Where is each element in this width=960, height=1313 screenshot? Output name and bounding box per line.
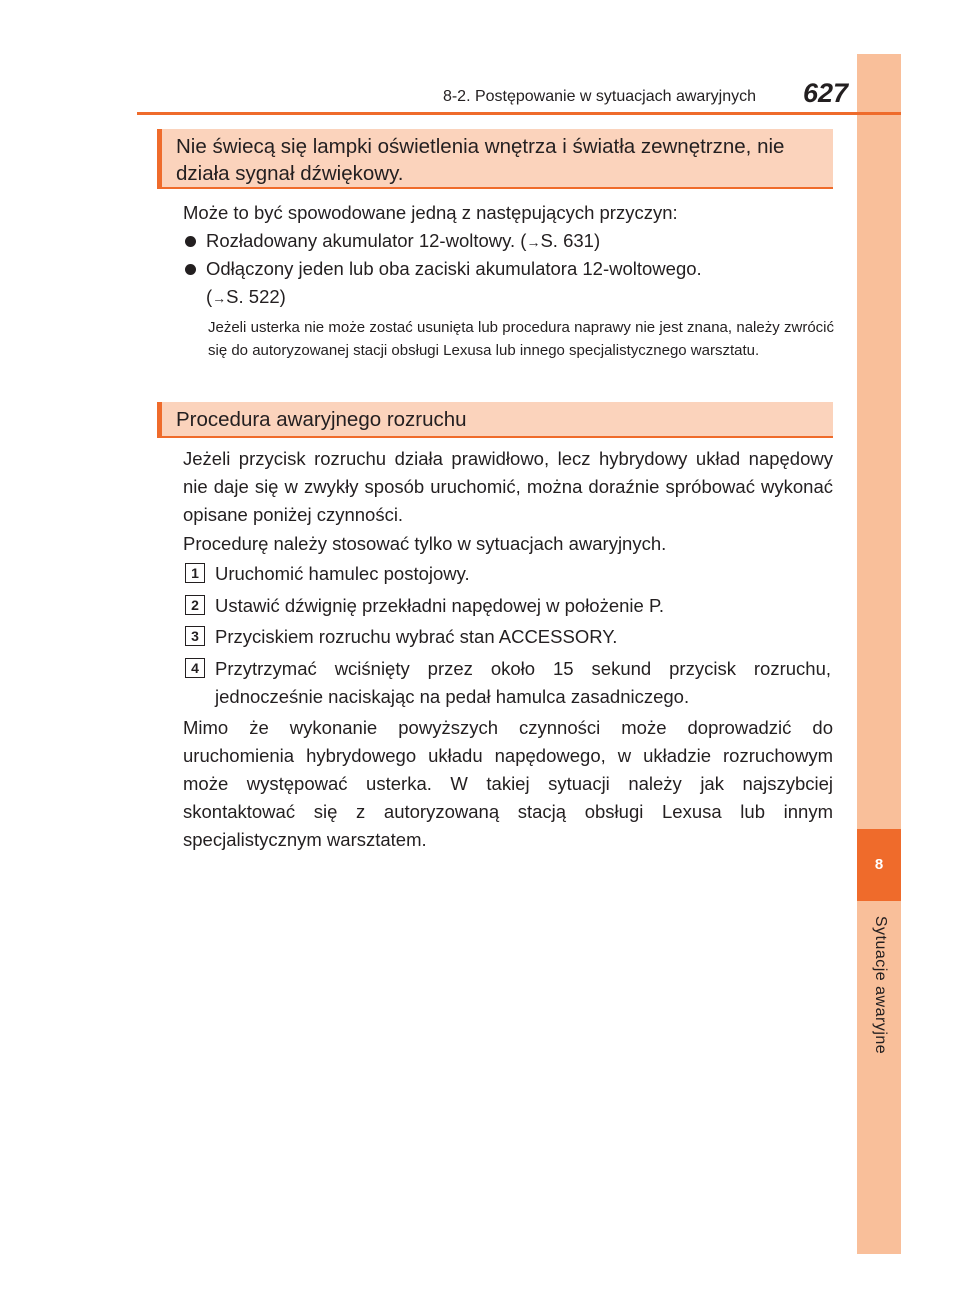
step-number-badge: 4 [185, 658, 205, 678]
arrow-icon: → [526, 234, 541, 250]
step-number-badge: 3 [185, 626, 205, 646]
step-number-badge: 2 [185, 595, 205, 615]
page-reference-link[interactable]: S. 522) [226, 286, 286, 307]
section-title-emergency-start: Procedura awaryjnego rozruchu [157, 402, 833, 438]
page-header [360, 78, 848, 114]
procedure-warning: Mimo że wykonanie powyższych czynności może doprowadzić do uruchomienia hybrydowego układu napędowego, w układzie rozruchowym może występować usterka. W takiej sytuacji należy jak najszybciej skontaktować się z autoryzowaną stacją obsługi Lexusa lub innym specjalistycznym warsztatem. [183, 717, 833, 850]
page-number: 627 [802, 78, 848, 108]
bullet-item: Odłączony jeden lub oba zaciski akumulatora 12-woltowego. (→S. 522) [183, 255, 833, 311]
procedure-intro-emergency-only: Procedurę należy stosować tylko w sytuacjach awaryjnych. [183, 533, 667, 554]
chapter-number-tab[interactable]: 8 [857, 829, 901, 901]
bullet-icon [185, 264, 196, 275]
page-reference-link[interactable]: S. 631) [540, 230, 601, 251]
bullet-icon [185, 236, 196, 247]
step-text: Ustawić dźwignię przekładni napędowej w położenie P. [215, 595, 665, 616]
arrow-icon: → [212, 290, 227, 306]
step-text: Przytrzymać wciśnięty przez około 15 sekund przycisk rozruchu, jednocześnie naciskając na pedał hamulca zasadniczego. [215, 658, 831, 707]
step-number-badge: 1 [185, 563, 205, 583]
chapter-label: Sytuacje awaryjne [872, 915, 889, 1055]
header-section-title: 8-2. Postępowanie w sytuacjach awaryjnych [442, 88, 756, 105]
header-rule [137, 112, 901, 115]
section-title-lights: Nie świecą się lampki oświetlenia wnętrza i światła zewnętrzne, nie działa sygnał dźwiękowy. [157, 129, 833, 189]
bullet-text: Odłączony jeden lub oba zaciski akumulatora 12-woltowego. [206, 258, 702, 279]
side-tab [857, 54, 901, 1254]
service-note: Jeżeli usterka nie może zostać usunięta lub procedura naprawy nie jest znana, należy zwrócić się do autoryzowanej stacji obsługi Lexusa lub innego specjalistycznego warsztatu. [208, 319, 834, 359]
step-text: Przyciskiem rozruchu wybrać stan ACCESSORY. [215, 626, 618, 647]
bullet-text: Rozładowany akumulator 12-woltowy. ( [206, 230, 527, 251]
causes-intro: Może to być spowodowane jedną z następujących przyczyn: [183, 202, 678, 223]
procedure-intro: Jeżeli przycisk rozruchu działa prawidłowo, lecz hybrydowy układ napędowy nie daje się w zwykły sposób uruchomić, można doraźnie spróbować wykonać opisane poniżej czynności. [183, 448, 833, 525]
step-text: Uruchomić hamulec postojowy. [215, 563, 470, 584]
bullet-item [183, 227, 833, 255]
